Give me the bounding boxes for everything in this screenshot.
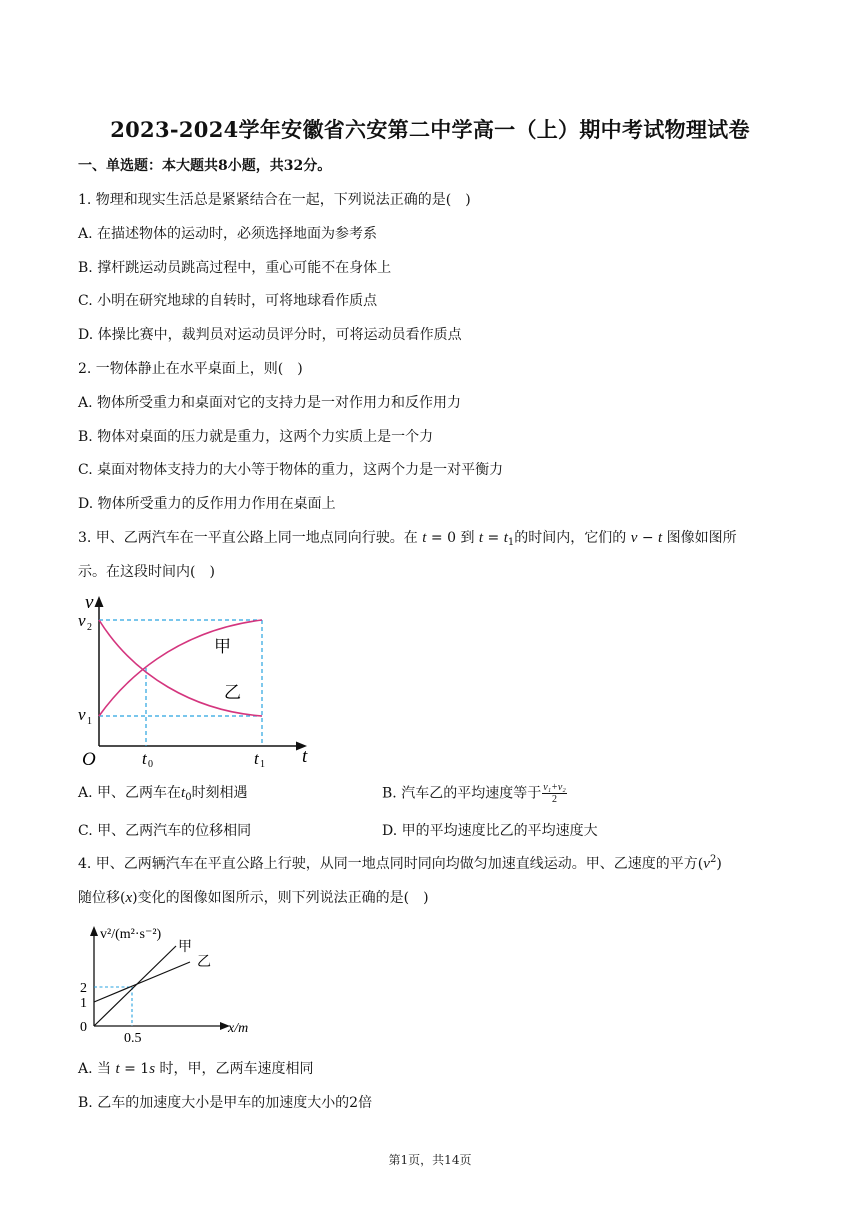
q4-option-a: A. 当 t = 1s 时，甲，乙两车速度相同 [78,1061,314,1077]
q4-line-jia [94,946,176,1026]
q4-x-label: x/m [228,1021,249,1036]
q3-label-v1-sub: 1 [87,716,92,727]
q1-stem: 1. 物理和现实生活总是紧紧结合在一起，下列说法正确的是( ) [78,192,471,208]
q4-stem-line2: 随位移(x)变化的图像如图所示，则下列说法正确的是( ) [78,890,429,906]
q1-option-c: C. 小明在研究地球的自转时，可将地球看作质点 [78,293,378,309]
q3-vt-graph [74,586,334,772]
q4-tick-05: 0.5 [124,1031,142,1046]
q1-option-d: D. 体操比赛中，裁判员对运动员评分时，可将运动员看作质点 [78,327,462,343]
q2-option-d: D. 物体所受重力的反作用力作用在桌面上 [78,496,336,512]
q4-y-label: v²/(m²·s⁻²) [100,927,162,942]
q3-y-arrow [95,596,104,607]
q3-label-t1: t [254,749,259,768]
q3-label-v2: v [78,611,86,630]
section-heading: 一、单选题：本大题共8小题，共32分。 [78,158,332,174]
q3-label-t0: t [142,749,147,768]
q4-graph [74,914,274,1048]
q4-line-yi [94,962,190,1002]
q3-stem-line1: 3. 甲、乙两汽车在一平直公路上同一地点同向行驶。在 t = 0 到 $t = t_1$的时间内，它们的 v − t 图像如图所 [78,530,737,548]
q4-label-jia: 甲 [178,939,192,955]
q3-label-v2-sub: 2 [87,622,92,633]
q3-label-t1-sub: 1 [260,759,265,770]
q3-fraction: $\frac{\text{v₁+v₂}}{2}$ [543,782,566,805]
q2-stem: 2. 一物体静止在水平桌面上，则( ) [78,361,303,377]
q4-tick-2: 2 [80,981,87,996]
q3-label-t0-sub: 0 [148,759,153,770]
q4-label-yi: 乙 [197,954,211,970]
q4-tick-1: 1 [80,996,87,1011]
q3-label-origin: O [82,749,96,770]
q3-option-d: D. 甲的平均速度比乙的平均速度大 [382,823,598,839]
q1-option-a: A. 在描述物体的运动时，必须选择地面为参考系 [78,226,378,242]
q4-stem-line1: 4. 甲、乙两辆汽车在平直公路上行驶，从同一地点同时同向均做匀加速直线运动。甲、乙速度的平方$(v^2)$ [78,854,722,872]
q3-label-v1: v [78,705,86,724]
q3-option-c: C. 甲、乙两汽车的位移相同 [78,823,252,839]
q4-tick-origin: 0 [80,1020,87,1035]
q1-option-b: B. 撑杆跳运动员跳高过程中，重心可能不在身体上 [78,260,392,276]
page-title: 2023-2024学年安徽省六安第二中学高一（上）期中考试物理试卷 [110,117,750,142]
q3-label-v: v [85,592,94,613]
q3-label-yi: 乙 [224,683,241,703]
q4-y-arrow [90,926,98,936]
q3-option-a: A. 甲、乙两车在$t_0$时刻相遇 [78,785,248,803]
q3-label-jia: 甲 [214,637,231,657]
q2-option-c: C. 桌面对物体支持力的大小等于物体的重力，这两个力是一对平衡力 [78,462,504,478]
q3-stem-line2: 示。在这段时间内( ) [78,564,215,580]
q3-label-t: t [302,746,308,767]
page-footer: 第1页，共14页 [388,1153,472,1167]
q2-option-b: B. 物体对桌面的压力就是重力，这两个力实质上是一个力 [78,429,434,445]
q4-option-b: B. 乙车的加速度大小是甲车的加速度大小的2倍 [78,1095,373,1111]
q3-option-b: B. 汽车乙的平均速度等于 $\frac{\text{v₁+v₂}}{2}$ [382,782,566,805]
q2-option-a: A. 物体所受重力和桌面对它的支持力是一对作用力和反作用力 [78,395,462,411]
